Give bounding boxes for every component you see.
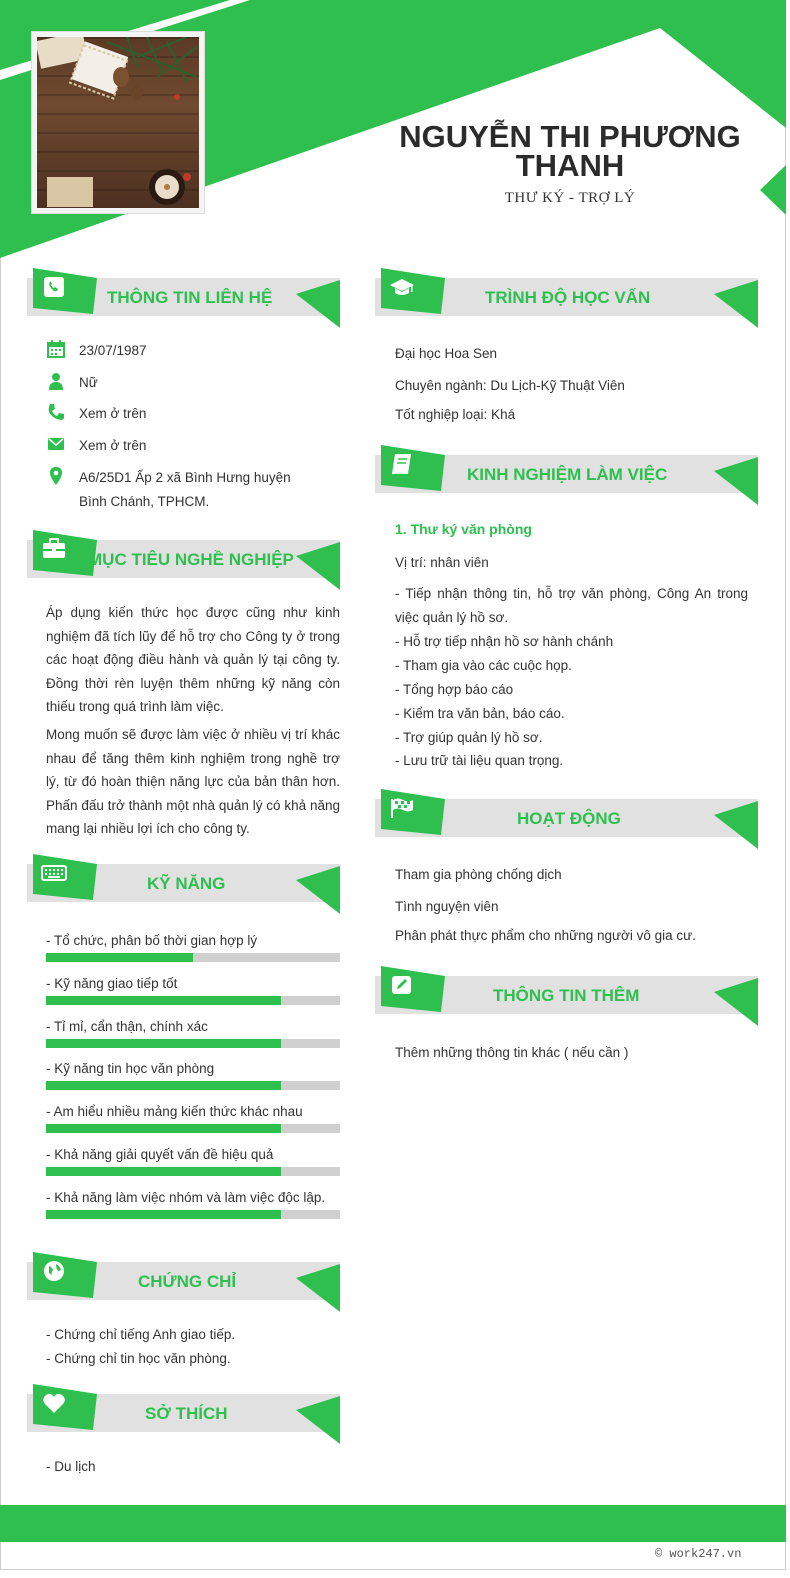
profile-photo <box>31 31 205 214</box>
graduation-cap-icon <box>389 276 415 298</box>
skill-item <box>46 931 340 962</box>
education-major: Chuyên ngành: Du Lịch-Kỹ Thuật Viên <box>395 378 625 393</box>
skill-level-bar <box>46 1039 340 1048</box>
skill-label: - Kỹ năng tin học văn phòng <box>46 1061 215 1077</box>
heart-icon <box>41 1392 67 1414</box>
skill-level-fill <box>46 953 193 962</box>
section-title: CHỨNG CHỈ <box>138 1272 237 1291</box>
section-header-activities <box>375 789 758 849</box>
activity-item: Phân phát thực phẩm cho những người vô gia cư. <box>395 928 696 943</box>
duty-item: - Tham gia vào các cuộc họp. <box>395 658 572 673</box>
skill-item <box>46 974 340 1005</box>
phone-icon <box>47 403 65 421</box>
candidate-name: NGUYỄN THI PHƯƠNG THANH <box>399 119 741 183</box>
globe-icon <box>41 1260 67 1282</box>
section-title: THÔNG TIN THÊM <box>493 986 640 1005</box>
experience-job-title: 1. Thư ký văn phòng <box>395 521 532 537</box>
section-header-objective <box>27 530 340 590</box>
skill-level-fill <box>46 1210 281 1219</box>
contact-address-line1: A6/25D1 Ấp 2 xã Bình Hưng huyện <box>79 470 291 485</box>
section-header-education <box>375 268 758 328</box>
skill-level-bar <box>46 1124 340 1133</box>
job-title: THƯ KÝ - TRỢ LÝ <box>504 190 636 206</box>
contact-phone: Xem ở trên <box>79 406 147 421</box>
duty-item: - Tổng hợp báo cáo <box>395 682 514 697</box>
additional-text: Thêm những thông tin khác ( nếu cần ) <box>395 1045 629 1060</box>
activity-item: Tình nguyện viên <box>395 899 499 914</box>
experience-position: Vị trí: nhân viên <box>395 555 489 570</box>
duty-item: - Trợ giúp quản lý hồ sơ. <box>395 730 543 745</box>
duty-item: - Hỗ trợ tiếp nhận hồ sơ hành chánh <box>395 634 614 649</box>
section-title: TRÌNH ĐỘ HỌC VẤN <box>485 288 651 307</box>
skill-item <box>46 1188 340 1219</box>
envelope-icon <box>47 435 65 453</box>
calendar-icon <box>47 340 65 358</box>
flag-icon <box>389 797 415 819</box>
section-title: KINH NGHIỆM LÀM VIỆC <box>467 465 668 484</box>
skill-level-fill <box>46 1081 281 1090</box>
skill-label: - Tỉ mỉ, cẩn thận, chính xác <box>46 1018 208 1034</box>
section-header-experience <box>375 445 758 505</box>
briefcase-icon <box>41 538 67 560</box>
section-title: HOẠT ĐỘNG <box>517 809 621 828</box>
certificate-item: - Chứng chỉ tin học văn phòng. <box>46 1351 231 1366</box>
skill-item <box>46 1145 340 1176</box>
skill-level-fill <box>46 1167 281 1176</box>
skill-level-bar <box>46 996 340 1005</box>
section-header-certificates <box>27 1252 340 1312</box>
user-icon <box>47 372 65 390</box>
skill-level-fill <box>46 996 281 1005</box>
duty-item: - Tiếp nhận thông tin, hỗ trợ văn phòng, Công An trong việc quản lý hồ sơ. <box>395 586 748 625</box>
skill-item <box>46 1017 340 1048</box>
skill-label: - Kỹ năng giao tiếp tốt <box>46 975 178 991</box>
skill-label: - Tổ chức, phân bố thời gian hợp lý <box>46 933 258 948</box>
activity-item: Tham gia phòng chống dịch <box>395 867 562 882</box>
duty-item: - Kiểm tra văn bản, báo cáo. <box>395 706 565 721</box>
section-header-hobbies <box>27 1384 340 1444</box>
contact-gender: Nữ <box>79 375 98 390</box>
skill-label: - Am hiểu nhiều mảng kiến thức khác nhau <box>46 1104 303 1120</box>
phone-icon <box>41 276 67 298</box>
skill-label: - Khả năng giải quyết vấn đề hiệu quả <box>46 1147 274 1162</box>
keyboard-icon <box>41 862 67 884</box>
objective-paragraph-1: Áp dụng kiến thức học được cũng như kinh nghiệm đã tích lũy để hỗ trợ cho Công ty ở trong các hoạt động điều hành và quản lý tại công ty. Đồng thời rèn luyện thêm những kỹ năng còn thiếu trong quá trình làm việc. <box>46 605 340 714</box>
skill-label: - Khả năng làm việc nhóm và làm việc độc lập. <box>46 1189 326 1205</box>
education-grade: Tốt nghiệp loại: Khá <box>395 407 516 422</box>
section-title: SỞ THÍCH <box>145 1404 228 1423</box>
footer-bar <box>0 1505 786 1542</box>
section-header-contact <box>27 268 340 328</box>
map-marker-icon <box>47 467 65 485</box>
section-title: THÔNG TIN LIÊN HỆ <box>107 288 273 307</box>
section-header-additional <box>375 966 758 1026</box>
skill-level-bar <box>46 1167 340 1176</box>
contact-birthday: 23/07/1987 <box>79 343 147 358</box>
copyright: © work247.vn <box>655 1547 742 1561</box>
skill-level-fill <box>46 1124 281 1133</box>
duty-item: - Lưu trữ tài liệu quan trọng. <box>395 753 564 768</box>
pencil-square-icon <box>389 974 415 996</box>
skill-level-fill <box>46 1039 281 1048</box>
certificate-item: - Chứng chỉ tiếng Anh giao tiếp. <box>46 1327 236 1342</box>
section-header-skills <box>27 854 340 914</box>
section-title: KỸ NĂNG <box>147 874 226 893</box>
contact-email: Xem ở trên <box>79 438 147 453</box>
objective-paragraph-2: Mong muốn sẽ được làm việc ở nhiều vị trí khác nhau để tăng thêm kinh nghiệm trong nghề trợ lý, từ đó hoàn thiện năng lực của bản thân hơn. Phấn đấu trở thành một nhà quản lý có khả năng mang lại nhiều lợi ích cho công ty. <box>46 727 340 836</box>
skill-level-bar <box>46 953 340 962</box>
skill-item <box>46 1059 340 1090</box>
education-school: Đại học Hoa Sen <box>395 346 498 361</box>
contact-address-line2: Bình Chánh, TPHCM. <box>79 494 210 509</box>
skill-level-bar <box>46 1210 340 1219</box>
skill-level-bar <box>46 1081 340 1090</box>
section-title: MỤC TIÊU NGHỀ NGHIỆP <box>88 550 294 569</box>
hobby-item: - Du lịch <box>46 1459 96 1474</box>
skill-item <box>46 1102 340 1133</box>
book-icon <box>389 453 415 475</box>
